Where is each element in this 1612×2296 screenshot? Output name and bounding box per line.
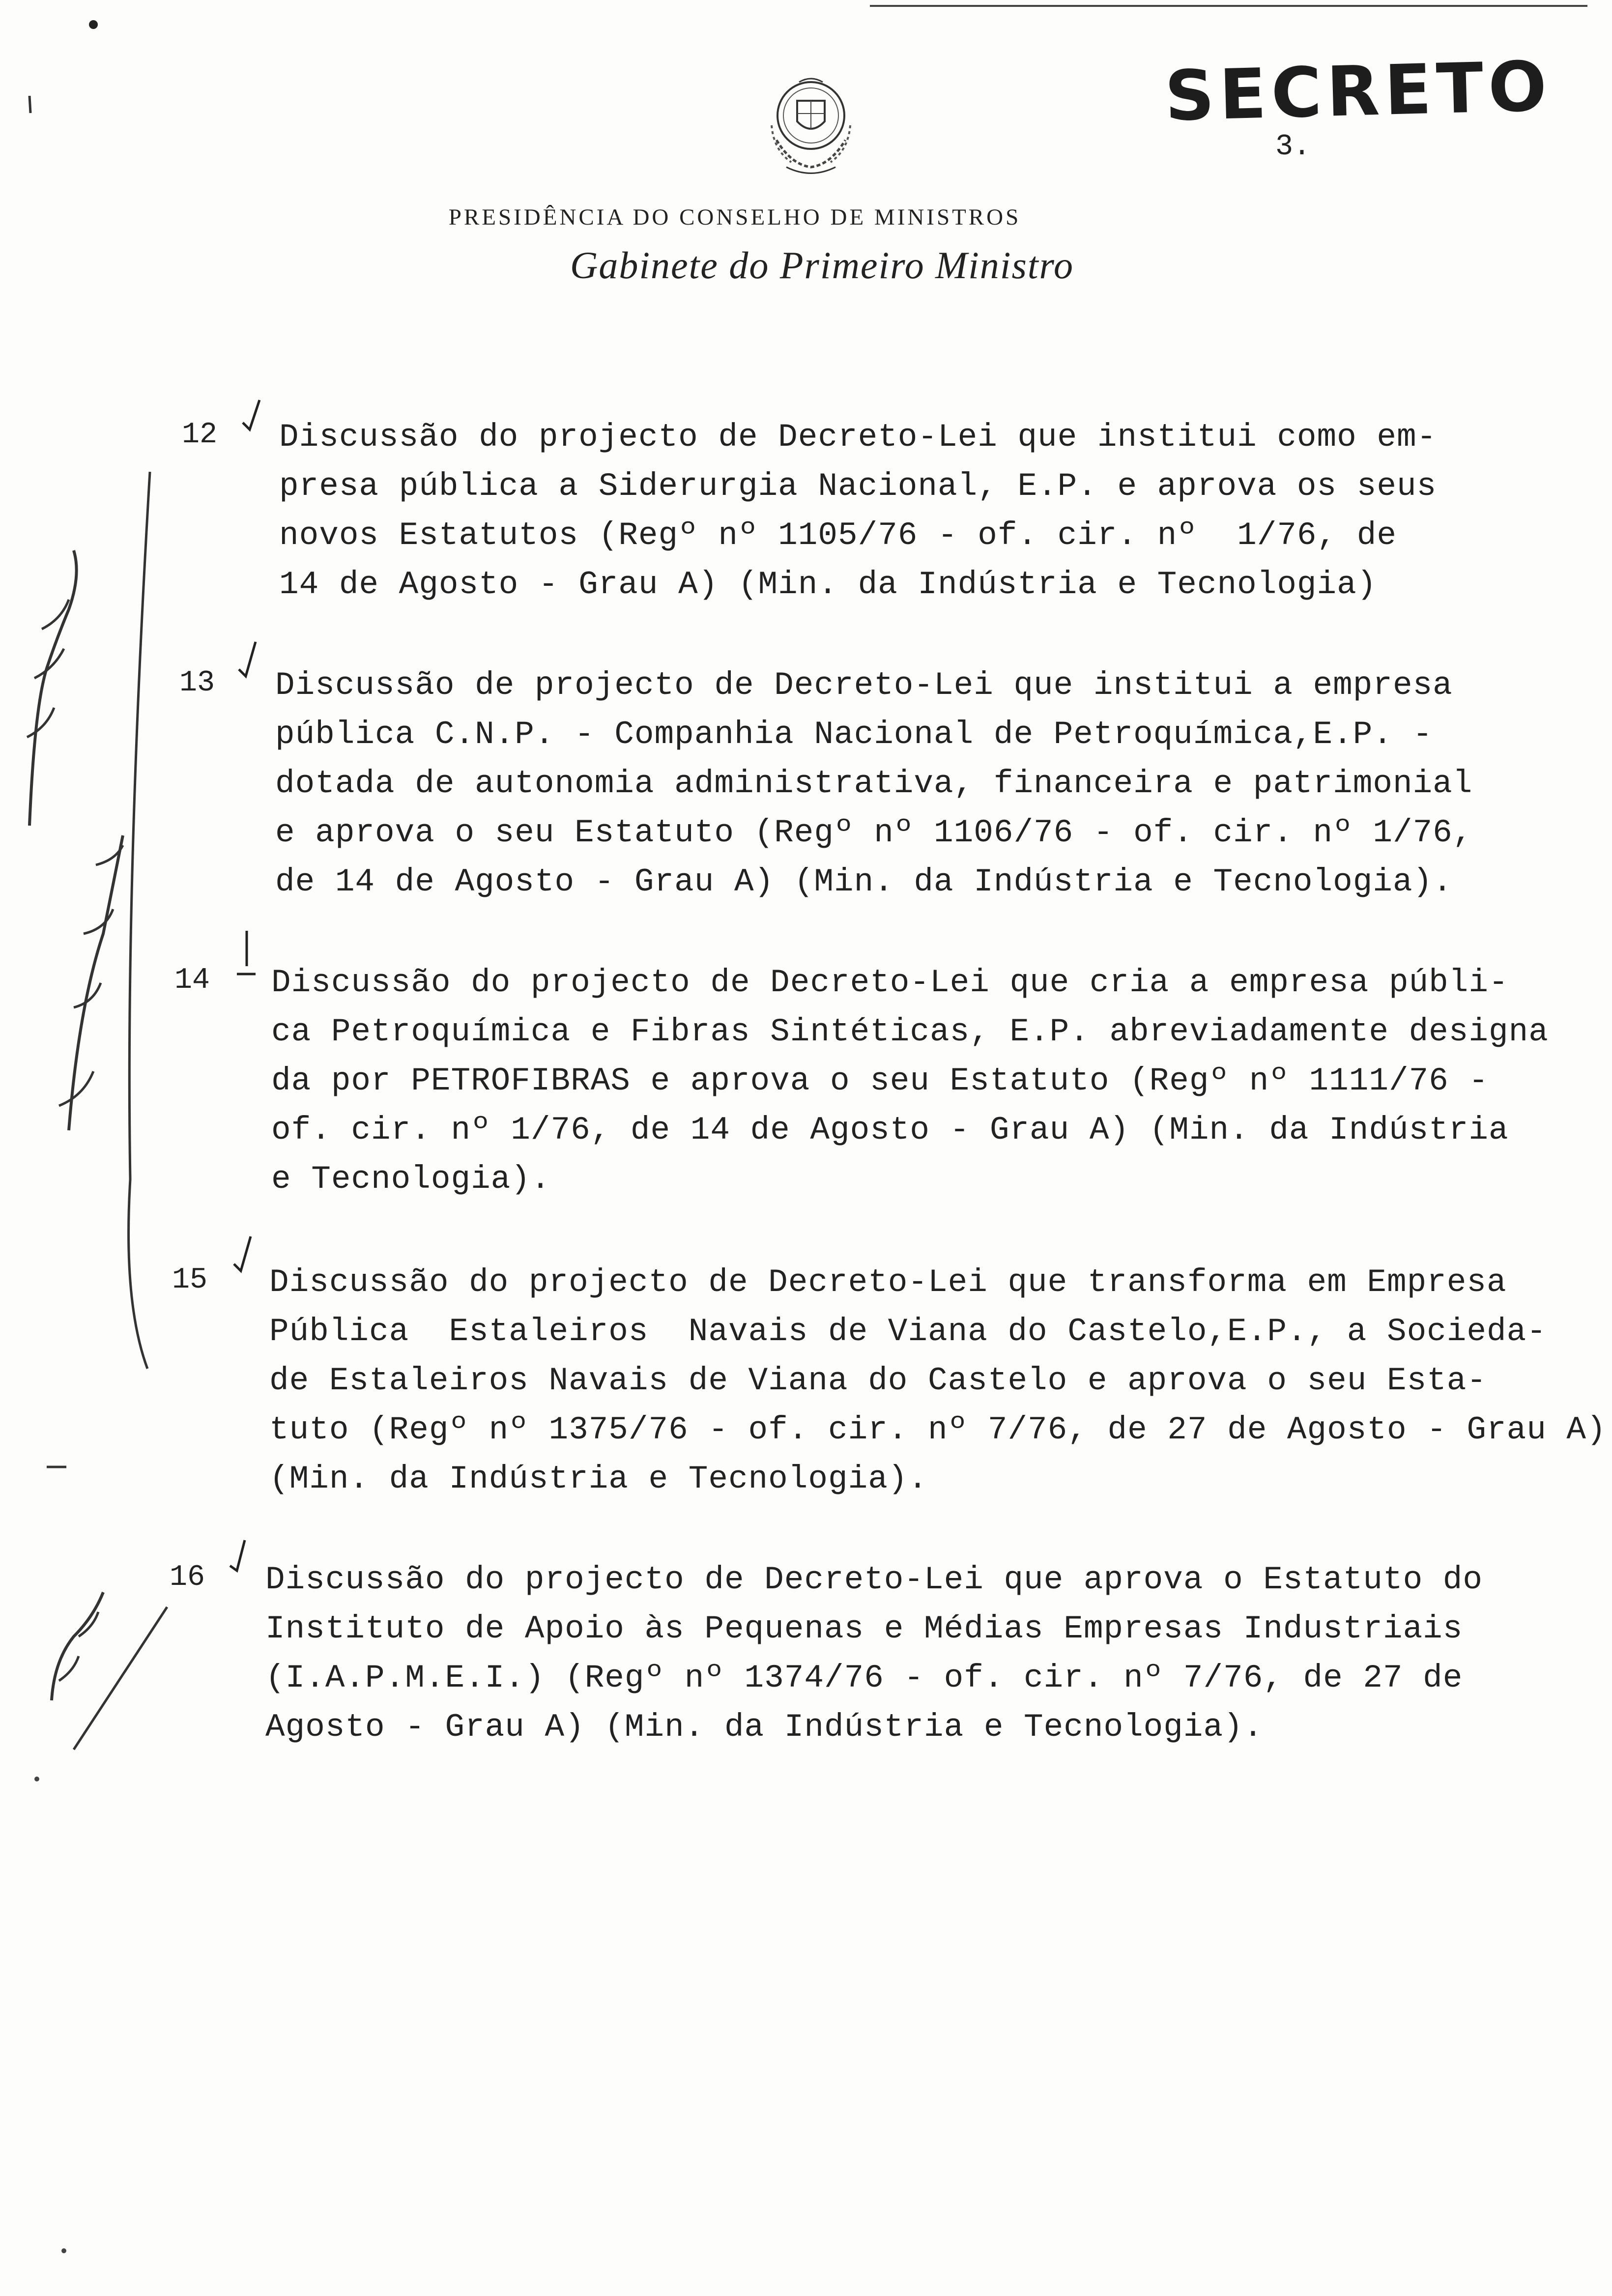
item-number: 14	[174, 964, 210, 997]
item-number: 15	[172, 1263, 208, 1297]
item-line: Agosto - Grau A) (Min. da Indústria e Tecnologia).	[265, 1709, 1264, 1746]
handwritten-margin-notes	[0, 0, 177, 2296]
item-line: Discussão do projecto de Decreto-Lei que cria a empresa públi-	[271, 964, 1509, 1001]
office-subtitle: Gabinete do Primeiro Ministro	[570, 244, 1074, 287]
item-line: presa pública a Siderurgia Nacional, E.P. e aprova os seus	[279, 468, 1437, 505]
item-line: Instituto de Apoio às Pequenas e Médias Empresas Industriais	[265, 1610, 1463, 1647]
item-line: e Tecnologia).	[271, 1161, 551, 1198]
item-line: de 14 de Agosto - Grau A) (Min. da Indústria e Tecnologia).	[275, 863, 1453, 900]
checkmark-icon	[236, 639, 265, 683]
item-line: (I.A.P.M.E.I.) (Regº nº 1374/76 - of. cir. nº 7/76, de 27 de	[265, 1660, 1463, 1696]
item-line: Discussão do projecto de Decreto-Lei que transforma em Empresa	[269, 1264, 1507, 1301]
item-line: of. cir. nº 1/76, de 14 de Agosto - Grau A) (Min. da Indústria	[271, 1112, 1509, 1148]
checkmark-icon	[231, 1234, 260, 1278]
item-line: da por PETROFIBRAS e aprova o seu Estatuto (Regº nº 1111/76 -	[271, 1062, 1489, 1099]
item-line: 14 de Agosto - Grau A) (Min. da Indústria e Tecnologia)	[279, 566, 1377, 603]
item-line: tuto (Regº nº 1375/76 - of. cir. nº 7/76, de 27 de Agosto - Grau A)	[269, 1411, 1607, 1448]
top-rule	[870, 5, 1587, 7]
item-line: ca Petroquímica e Fibras Sintéticas, E.P. abreviadamente designa	[271, 1013, 1549, 1050]
checkmark-icon	[227, 1538, 257, 1578]
item-line: pública C.N.P. - Companhia Nacional de Petroquímica,E.P. -	[275, 716, 1433, 753]
item-number: 16	[170, 1561, 205, 1594]
item-line: (Min. da Indústria e Tecnologia).	[269, 1461, 928, 1497]
checkmark-icon	[240, 397, 269, 436]
item-line: Pública Estaleiros Navais de Viana do Castelo,E.P., a Socieda-	[269, 1313, 1547, 1350]
item-line: de Estaleiros Navais de Viana do Castelo e aprova o seu Esta-	[269, 1362, 1487, 1399]
page-number: 3.	[1275, 130, 1311, 164]
coat-of-arms-emblem	[752, 66, 870, 184]
item-line: Discussão de projecto de Decreto-Lei que institui a empresa	[275, 667, 1453, 704]
item-number: 12	[182, 418, 218, 452]
item-line: e aprova o seu Estatuto (Regº nº 1106/76 - of. cir. nº 1/76,	[275, 814, 1473, 851]
item-line: dotada de autonomia administrativa, financeira e patrimonial	[275, 765, 1473, 802]
item-number: 13	[179, 666, 215, 700]
classification-stamp: SECRETO	[1164, 46, 1553, 137]
checkmark-icon	[235, 929, 259, 983]
office-title: PRESIDÊNCIA DO CONSELHO DE MINISTROS	[448, 204, 1021, 230]
item-line: Discussão do projecto de Decreto-Lei que institui como em-	[279, 419, 1437, 456]
item-line: novos Estatutos (Regº nº 1105/76 - of. cir. nº 1/76, de	[279, 517, 1397, 554]
item-line: Discussão do projecto de Decreto-Lei que aprova o Estatuto do	[265, 1561, 1483, 1598]
